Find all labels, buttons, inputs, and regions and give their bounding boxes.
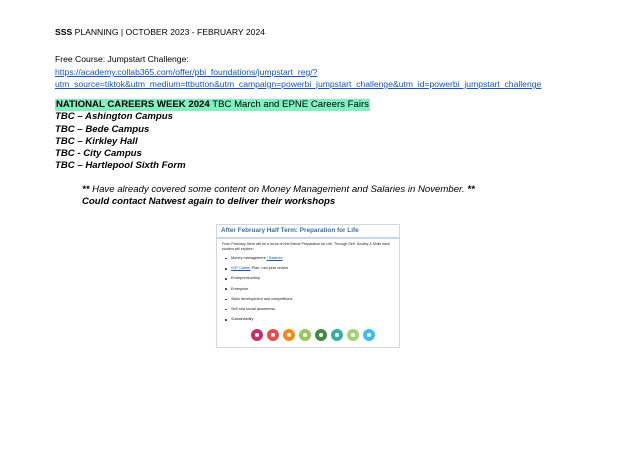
careers-week-heading <box>55 99 370 111</box>
note-stars-open: ** <box>82 184 90 195</box>
circle-icon <box>331 329 343 341</box>
note-text: Have already covered some content on Money Management and Salaries in November. <box>89 184 468 195</box>
circle-icon <box>299 329 311 341</box>
circle-icon <box>251 329 263 341</box>
theme-icons-row <box>251 329 377 343</box>
course-link[interactable]: https://academy.collab365.com/offer/pbi_foundations/jumpstart_reg/?utm_source=tiktok&utm_medium=ttbutton&utm_campaign=powerbi_jumpstart_challenge&utm_id=powerbi_jumpstart_challenge <box>55 67 542 89</box>
campus-item-hartlepool: TBC – Hartlepool Sixth Form <box>55 160 186 171</box>
note-stars-close: ** <box>467 184 475 195</box>
title-rest: PLANNING | OCTOBER 2023 - FEBRUARY 2024 <box>72 27 266 37</box>
list-item: Self and social awareness <box>224 307 292 317</box>
list-item: SJP Career Plan: mid-year review <box>224 266 292 276</box>
card-intro: From February there will be a focus on the theme Preparation for Life. Through Self, Society & Skills each student will explore: <box>222 242 390 251</box>
document-title <box>55 27 265 37</box>
campus-item-ashington: TBC – Ashington Campus <box>55 111 173 122</box>
campus-item-bede: TBC – Bede Campus <box>55 124 150 135</box>
circle-icon <box>315 329 327 341</box>
card-topic-list <box>224 256 292 327</box>
list-item: Enterprise <box>224 287 292 297</box>
circle-icon <box>283 329 295 341</box>
note-money-management <box>82 184 475 196</box>
campus-item-city: TBC - City Campus <box>55 148 142 159</box>
card-header <box>217 225 399 239</box>
card-title: After February Half Term: Preparation for Life <box>221 227 359 234</box>
careers-week-rest: TBC March and EPNE Careers Fairs <box>209 99 369 110</box>
careers-week-bold: NATIONAL CAREERS WEEK 2024 <box>56 99 210 110</box>
note-natwest: Could contact Natwest again to deliver their workshops <box>82 196 336 207</box>
preparation-for-life-image <box>216 224 400 348</box>
course-label: Free Course: Jumpstart Challenge: <box>55 54 189 64</box>
list-item: Sustainability <box>224 317 292 327</box>
list-item: Money management / Salaries <box>224 256 292 266</box>
list-item: Skills development and competitions <box>224 297 292 307</box>
circle-icon <box>363 329 375 341</box>
list-item: Entrepreneurship <box>224 276 292 286</box>
campus-item-kirkley: TBC – Kirkley Hall <box>55 136 138 147</box>
circle-icon <box>267 329 279 341</box>
circle-icon <box>347 329 359 341</box>
title-prefix: SSS <box>55 27 73 37</box>
